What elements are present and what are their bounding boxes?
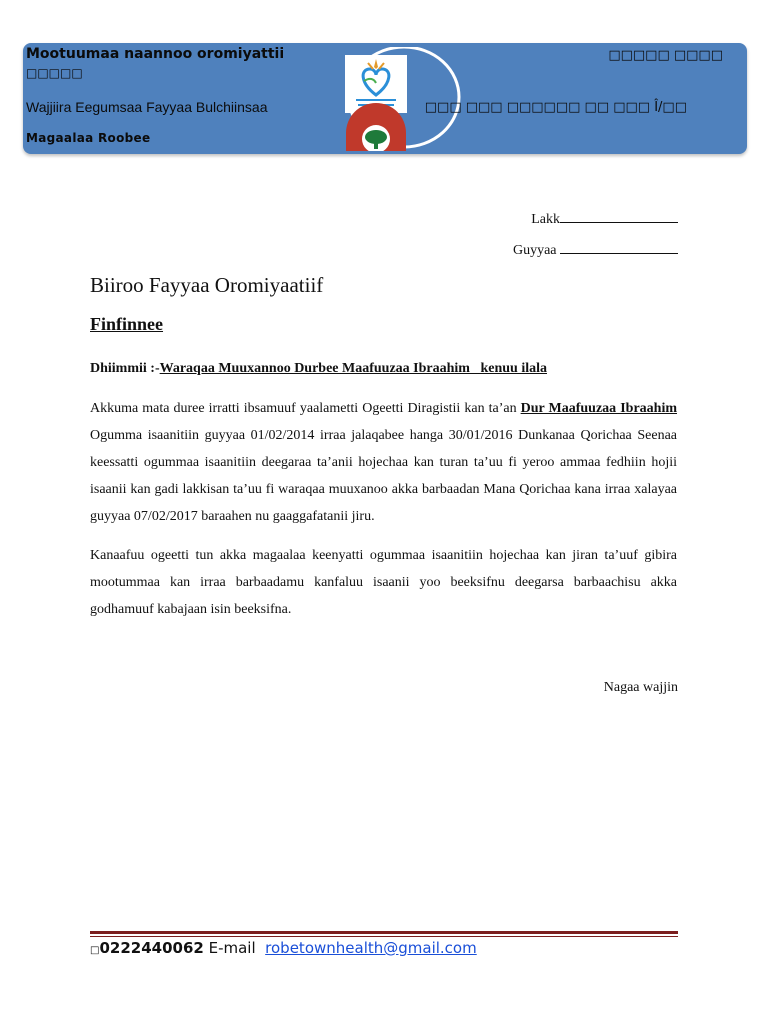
body-paragraph-1-intro: Akkuma mata duree irratti ibsamuuf yaalametti Ogeetti Diragistii kan ta’an — [90, 401, 521, 416]
body-paragraph-1-rest: Ogumma isaanitiin guyyaa 01/02/2014 irraa jalaqabee hanga 30/01/2016 Dunkanaa Qorichaa Seenaa keessatti ogummaa isaanitiin deegaraa ta’anii hojechaa kan turan ta’uu fi yeroo ammaa fedhiin hojii isaanii kan gadi lakkisan ta’uu fi waraqaa muuxanoo akka barbaadan Mana Qorichaa kana irraa xalayaa guyyaa 07/02/2017 baraahen nu gaaggafatanii jiru. — [90, 428, 677, 524]
date-line — [513, 242, 678, 259]
health-office-logo — [340, 47, 464, 151]
footer-contact — [90, 939, 477, 957]
employee-name: Dur Maafuuzaa Ibraahim — [520, 401, 677, 416]
body-paragraph-1 — [90, 395, 677, 530]
health-office-name-amharic-right: □□□ □□□ □□□□□□ □□ □□□ Î/□□ — [424, 100, 687, 115]
body-paragraph-2: Kanaafuu ogeetti tun akka magaalaa keenyatti ogummaa isaanitiin hojechaa kan jiran ta’uuf gibira mootummaa kan irraa barbaadamu kanfaluu isaanii yoo beeksifnu deegarsa barbaachisu akka godhamuuf kabajaan isin beeksifna. — [90, 548, 677, 617]
town-name: Magaalaa Roobee — [26, 131, 151, 145]
footer-rule-thin — [90, 936, 678, 937]
phone-number: 0222440062 — [99, 939, 204, 957]
footer-rule-thick — [90, 931, 678, 934]
region-government-name: Mootuumaa naannoo oromiyattii — [26, 46, 285, 62]
region-government-name-amharic-right: □□□□□ □□□□ — [608, 48, 723, 63]
subject-label: Dhiimmii :- — [90, 361, 160, 376]
phone-icon: □ — [90, 945, 100, 956]
recipient-city: Finfinnee — [90, 314, 164, 334]
closing-salutation: Nagaa wajjin — [603, 680, 678, 695]
date-blank — [560, 242, 678, 254]
subject-line — [90, 361, 547, 377]
date-label: Guyyaa — [512, 243, 557, 258]
email-link[interactable]: robetownhealth@gmail.com — [265, 939, 477, 957]
email-label: E-mail — [203, 939, 266, 957]
subject-text: Waraqaa Muuxannoo Durbee Maafuuzaa Ibraahim kenuu ilala — [159, 361, 547, 376]
region-government-name-amharic: □□□□□ — [26, 66, 83, 80]
letterhead-band — [23, 43, 747, 154]
reference-number-line — [531, 211, 678, 228]
reference-number-blank — [560, 211, 678, 223]
reference-number-label: Lakk — [531, 212, 560, 227]
health-office-name: Wajjiira Eegumsaa Fayyaa Bulchiinsaa — [26, 99, 268, 115]
recipient-office: Biiroo Fayyaa Oromiyaatiif — [90, 273, 324, 297]
